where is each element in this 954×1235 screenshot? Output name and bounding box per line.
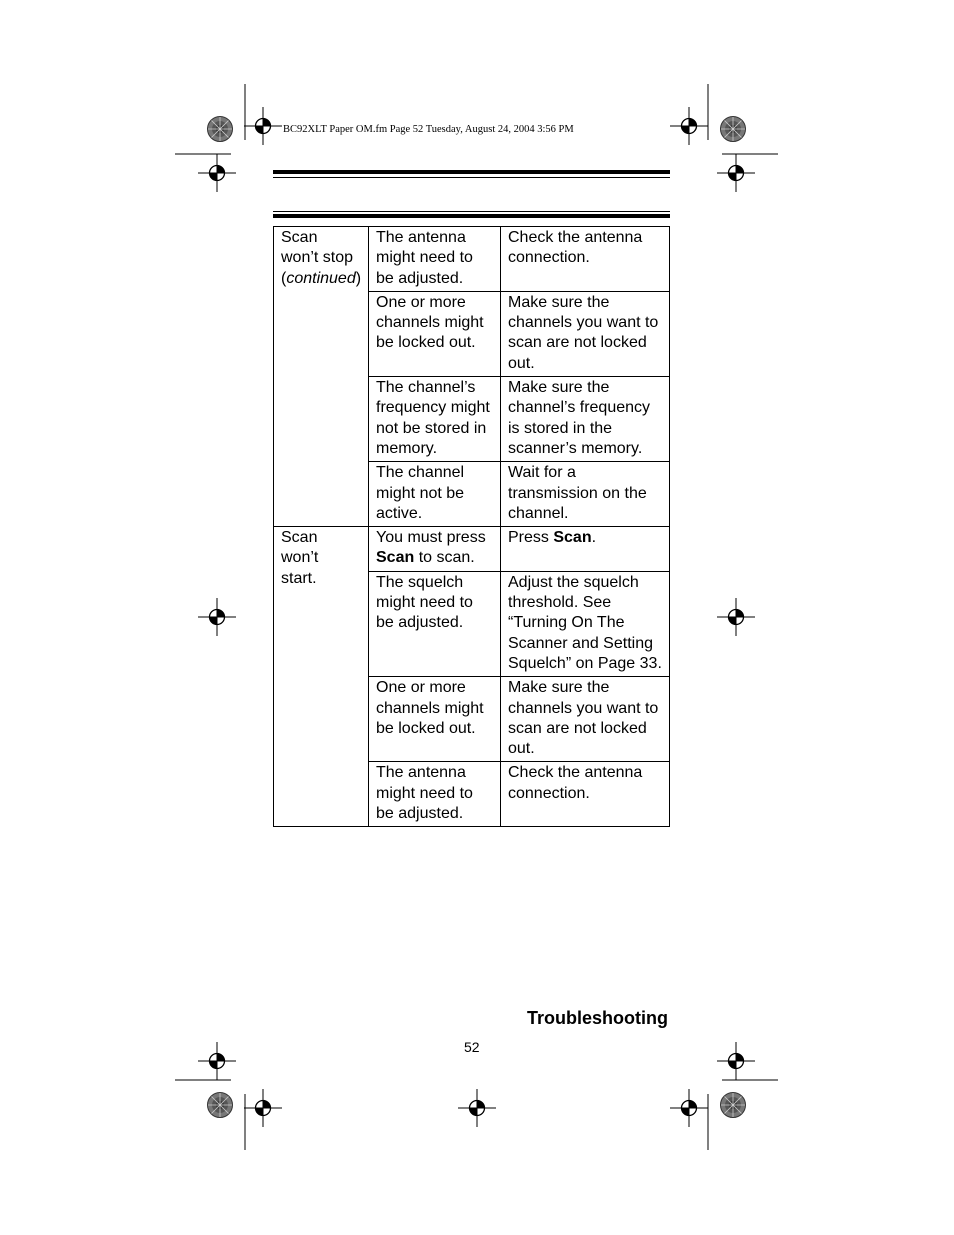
troubleshooting-table xyxy=(273,226,670,827)
solution-cell: Wait for a transmission on the channel. xyxy=(501,462,670,527)
solution-cell: Make sure the channels you want to scan are not locked out. xyxy=(501,677,670,762)
table-rule-thick xyxy=(273,214,670,218)
solution-cell: Press Scan. xyxy=(501,527,670,572)
header-rule-thin xyxy=(273,177,670,178)
header-rule-thick xyxy=(273,170,670,174)
cause-cell: You must press Scan to scan. xyxy=(369,527,501,572)
continued-note: continued xyxy=(286,269,356,287)
solution-cell: Check the antenna connection. xyxy=(501,762,670,827)
table-rule-thin xyxy=(273,211,670,212)
cause-cell: The squelch might need to be adjusted. xyxy=(369,571,501,676)
file-info-header: BC92XLT Paper OM.fm Page 52 Tuesday, August 24, 2004 3:56 PM xyxy=(283,124,574,135)
problem-cell: Scan won’t start. xyxy=(274,527,369,827)
problem-cell: Scan won’t stop (continued) xyxy=(274,227,369,527)
cause-cell: The antenna might need to be adjusted. xyxy=(369,227,501,292)
cause-cell: One or more channels might be locked out. xyxy=(369,677,501,762)
section-title: Troubleshooting xyxy=(527,1008,668,1028)
cause-cell: The channel might not be active. xyxy=(369,462,501,527)
solution-cell: Make sure the channel’s frequency is stored in the scanner’s memory. xyxy=(501,377,670,462)
page-number: 52 xyxy=(464,1039,480,1055)
solution-cell: Adjust the squelch threshold. See “Turning On The Scanner and Setting Squelch” on Page 33. xyxy=(501,571,670,676)
solution-cell: Make sure the channels you want to scan are not locked out. xyxy=(501,291,670,376)
table-row xyxy=(274,227,670,292)
solution-cell: Check the antenna connection. xyxy=(501,227,670,292)
cause-cell: The antenna might need to be adjusted. xyxy=(369,762,501,827)
cause-cell: One or more channels might be locked out. xyxy=(369,291,501,376)
table-row xyxy=(274,527,670,572)
cause-cell: The channel’s frequency might not be stored in memory. xyxy=(369,377,501,462)
